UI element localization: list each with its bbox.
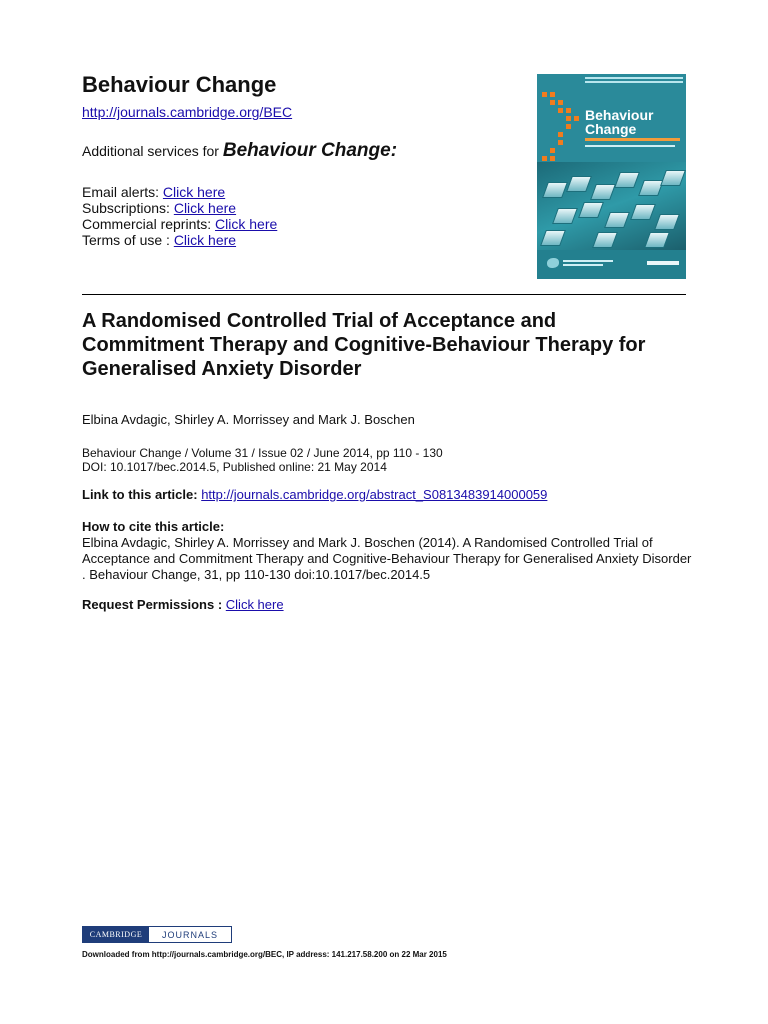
citation-doi: DOI: 10.1017/bec.2014.5, Published online: 21 May 2014 bbox=[82, 460, 387, 474]
subscriptions-link[interactable]: Click here bbox=[173, 200, 237, 216]
services-prefix: Additional services for bbox=[82, 143, 219, 159]
services-list bbox=[82, 184, 277, 248]
citation-volume: Behaviour Change / Volume 31 / Issue 02 / June 2014, pp 110 - 130 bbox=[82, 446, 443, 460]
logo-cambridge: CAMBRIDGE bbox=[83, 927, 149, 942]
request-permissions bbox=[82, 597, 284, 612]
permissions-link[interactable]: Click here bbox=[225, 597, 284, 612]
cover-url-stripe bbox=[585, 138, 680, 141]
how-to-cite-text: Elbina Avdagic, Shirley A. Morrissey and Mark J. Boschen (2014). A Randomised Controlled Trial of Acceptance and Commitment Therapy and Cognitive-Behaviour Therapy for Generalised Anxiety Disorder . Behaviour Change, 31, pp 110-130 doi:10.1017/bec.2014.5 bbox=[82, 535, 692, 582]
service-label: Commercial reprints: bbox=[82, 216, 212, 232]
how-to-cite-label: How to cite this article: bbox=[82, 519, 225, 534]
article-link[interactable]: http://journals.cambridge.org/abstract_S0813483914000059 bbox=[201, 487, 548, 502]
service-terms-of-use bbox=[82, 232, 277, 248]
cambridge-journals-logo bbox=[82, 926, 232, 943]
email-alerts-link[interactable]: Click here bbox=[162, 184, 226, 200]
divider bbox=[82, 294, 686, 295]
article-link-label: Link to this article: bbox=[82, 487, 198, 502]
additional-services bbox=[82, 140, 397, 162]
article-title: A Randomised Controlled Trial of Acceptance and Commitment Therapy and Cognitive-Behaviour Therapy for Generalised Anxiety Disorder bbox=[82, 310, 646, 380]
cover-title-line1: Behaviour bbox=[585, 107, 654, 123]
terms-of-use-link[interactable]: Click here bbox=[173, 232, 237, 248]
commercial-reprints-link[interactable]: Click here bbox=[215, 216, 278, 232]
cover-title bbox=[585, 108, 653, 136]
cover-title-line2: Change bbox=[585, 121, 637, 137]
logo-journals: JOURNALS bbox=[149, 927, 231, 942]
journal-title: Behaviour Change bbox=[82, 72, 277, 97]
article-link-row bbox=[82, 487, 547, 502]
cover-cube-graphic bbox=[537, 162, 686, 250]
cover-cambridge-logo bbox=[647, 261, 679, 265]
permissions-label: Request Permissions : bbox=[82, 597, 223, 612]
article-authors: Elbina Avdagic, Shirley A. Morrissey and Mark J. Boschen bbox=[82, 412, 415, 427]
service-label: Email alerts: bbox=[82, 184, 160, 200]
how-to-cite bbox=[82, 519, 692, 583]
download-notice: Downloaded from http://journals.cambridge.org/BEC, IP address: 141.217.58.200 on 22 Mar 2015 bbox=[82, 950, 447, 959]
cover-footer bbox=[537, 250, 686, 279]
service-commercial-reprints bbox=[82, 216, 277, 232]
cover-header-lines bbox=[585, 77, 683, 87]
service-label: Subscriptions: bbox=[82, 200, 170, 216]
cover-editor-stripe bbox=[585, 145, 675, 147]
service-subscriptions bbox=[82, 200, 277, 216]
cover-society-logo bbox=[547, 258, 559, 268]
services-journal-name: Behaviour Change: bbox=[222, 140, 398, 161]
service-label: Terms of use : bbox=[82, 232, 170, 248]
journal-cover-image bbox=[537, 74, 686, 279]
service-email-alerts bbox=[82, 184, 277, 200]
journal-url-link[interactable]: http://journals.cambridge.org/BEC bbox=[82, 104, 293, 120]
article-citation bbox=[82, 446, 443, 474]
